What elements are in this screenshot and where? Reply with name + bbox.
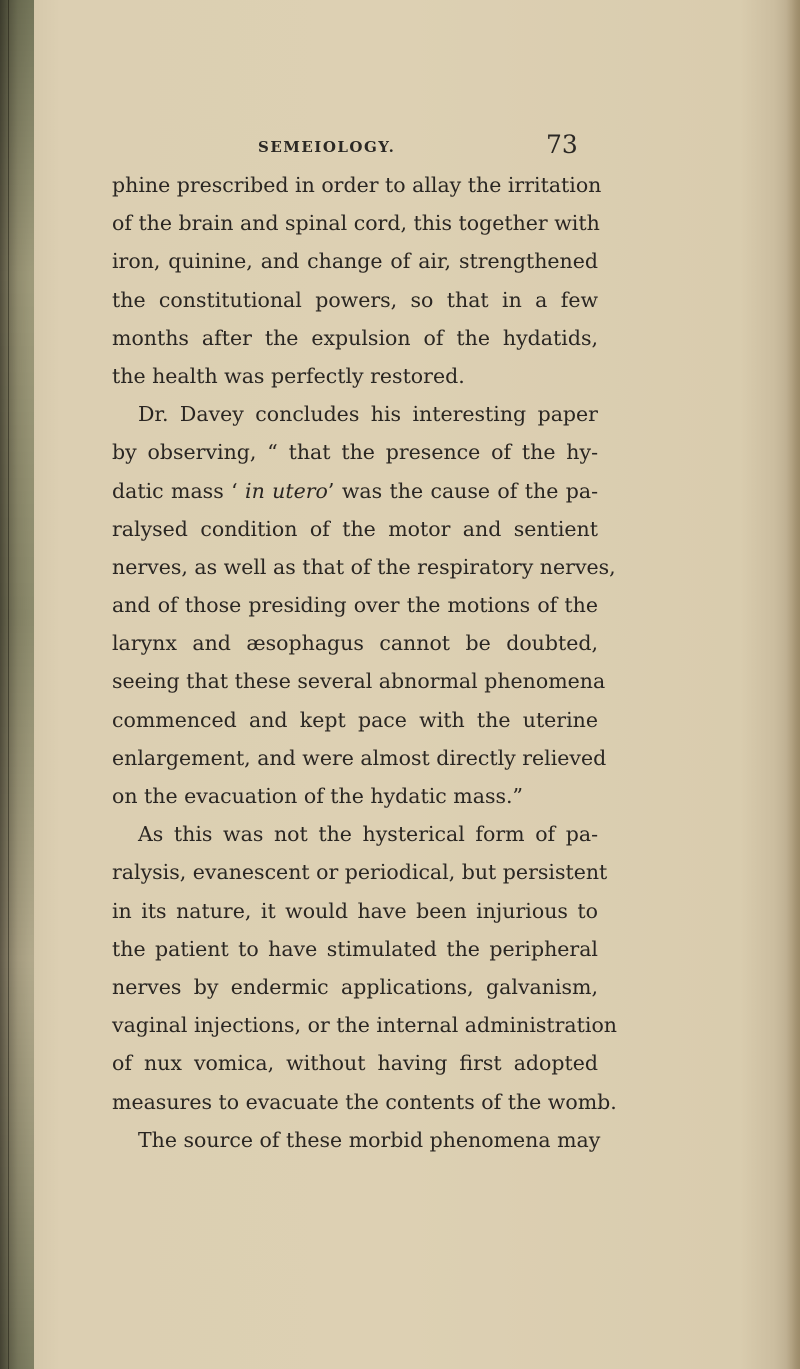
text-line: vaginal injections, or the internal administration (112, 1013, 617, 1038)
text-line: seeing that these several abnormal phenomena (112, 669, 606, 694)
text-line: measures to evacuate the contents of the womb. (112, 1089, 617, 1114)
body-text (112, 166, 617, 1159)
text-line-part: by observing, “ that the presence of the hy- (112, 440, 598, 465)
book-binding-shadow (0, 0, 34, 1369)
text-line: ralysis, evanescent or periodical, but persistent (112, 860, 608, 885)
page-number: 73 (546, 130, 578, 159)
text-line: ralysed condition of the motor and sentient (112, 516, 598, 541)
text-line: larynx and æsophagus cannot be doubted, (112, 631, 598, 656)
page-edge-shadow (786, 0, 800, 1369)
text-line: phine prescribed in order to allay the irritation (112, 173, 602, 197)
text-line: and of those presiding over the motions of the (112, 593, 598, 618)
text-line (112, 433, 598, 471)
page-header (0, 130, 800, 164)
text-line: enlargement, and were almost directly relieved (112, 745, 607, 770)
text-line: nerves, as well as that of the respiratory nerves, (112, 554, 616, 579)
running-head: SEMEIOLOGY. (258, 138, 396, 156)
italic-phrase: in utero (245, 478, 328, 503)
text-line-italic-mixed (112, 472, 598, 510)
text-line: iron, quinine, and change of air, strengthened (112, 249, 598, 274)
text-line: of nux vomica, without having first adopted (112, 1051, 598, 1076)
text-line: on the evacuation of the hydatic mass.” (112, 784, 524, 808)
text-line-part: datic mass ‘ in utero’ was the cause of the pa- (112, 478, 598, 503)
text-line: Dr. Davey concludes his interesting paper (138, 402, 598, 427)
text-line: the patient to have stimulated the peripheral (112, 936, 598, 961)
text-line: months after the expulsion of the hydatids, (112, 325, 598, 350)
text-line: As this was not the hysterical form of pa- (138, 822, 598, 847)
text-line: the constitutional powers, so that in a few (112, 287, 598, 312)
text-line: The source of these morbid phenomena may (138, 1127, 601, 1152)
text-line: commenced and kept pace with the uterine (112, 707, 598, 732)
text-line: nerves by endermic applications, galvanism, (112, 974, 598, 999)
text-line: the health was perfectly restored. (112, 363, 465, 388)
text-line: in its nature, it would have been injurious to (112, 898, 598, 923)
text-line: of the brain and spinal cord, this together with (112, 211, 600, 236)
